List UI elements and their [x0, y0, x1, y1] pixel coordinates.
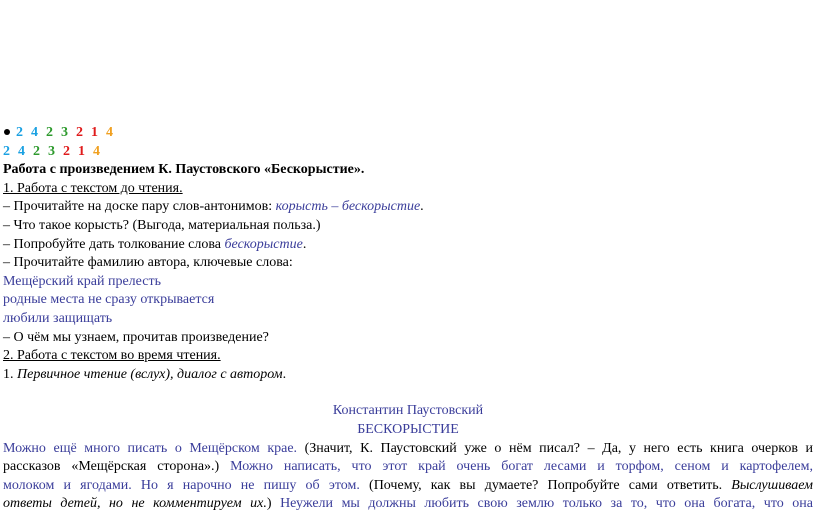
- section-title-1: 1. Работа с текстом до чтения.: [3, 180, 183, 196]
- digit: 2: [46, 125, 53, 140]
- text-line: – О чём мы узнаем, прочитав произведение?: [3, 329, 269, 345]
- comment: (Почему, как вы думаете? Попробуйте сами ответить.: [359, 477, 732, 493]
- story-author: Константин Паустовский: [332, 403, 484, 419]
- text-line: [3, 236, 813, 255]
- text-line: – Что такое корысть? (Выгода, материальная польза.): [3, 217, 321, 233]
- digit: 1: [78, 143, 85, 159]
- heading: Работа с произведением К. Паустовского «Бескорыстие».: [3, 162, 365, 178]
- digit: 4: [106, 125, 113, 140]
- text-line: [3, 198, 813, 217]
- keyword-line: любили защищать: [3, 310, 113, 326]
- digit: 2: [76, 125, 83, 140]
- story-title: БЕСКОРЫСТИЕ: [357, 421, 459, 437]
- keyword-line: Мещёрский край прелесть: [3, 273, 161, 289]
- digit: 3: [61, 125, 68, 140]
- text: – Попробуйте дать толкование слова: [3, 236, 225, 252]
- digit: 3: [48, 143, 55, 159]
- text: .: [420, 199, 424, 215]
- digit: 1: [91, 125, 98, 140]
- story-text: Можно ещё много писать о Мещёрском крае.: [3, 440, 298, 456]
- term: бескорыстие: [224, 236, 303, 252]
- digit: 4: [31, 125, 38, 140]
- text: – Прочитайте на доске пару слов-антонимов:: [3, 199, 276, 215]
- digit: 2: [63, 143, 70, 159]
- instruction: ответы детей, но не комментируем их.: [3, 496, 267, 512]
- text: 1.: [3, 366, 17, 382]
- story-text: молоком и ягодами. Но я нарочно не пишу об этом.: [3, 477, 360, 493]
- story-line: [3, 477, 813, 496]
- digit: 2: [3, 143, 10, 159]
- digit-row-1: [3, 124, 813, 143]
- story-line: [3, 440, 813, 459]
- instruction: Первичное чтение (вслух), диалог с автором: [17, 366, 283, 382]
- story-line: [3, 458, 813, 477]
- story-text: Неужели мы должны любить свою землю только за то, что она богата, что она: [280, 496, 813, 512]
- keyword-line: родные места не сразу открывается: [3, 292, 215, 308]
- story-line: [3, 495, 813, 514]
- text: .: [282, 366, 287, 382]
- instruction: Выслушиваем: [731, 477, 813, 493]
- text-line: – Прочитайте фамилию автора, ключевые слова:: [3, 255, 293, 271]
- digit: 4: [18, 143, 25, 159]
- text-line: [3, 366, 813, 385]
- comment: рассказов «Мещёрская сторона».): [3, 459, 231, 475]
- digit: 2: [16, 125, 23, 140]
- spacer: [3, 384, 813, 402]
- text: .: [302, 236, 307, 252]
- bullet-icon: [4, 129, 10, 135]
- digit: 2: [33, 143, 40, 159]
- digit: 4: [93, 143, 100, 159]
- section-title-2: 2. Работа с текстом во время чтения.: [3, 348, 221, 364]
- document-body: [3, 124, 813, 514]
- comment: (Значит, К. Паустовский уже о нём писал? – Да, у него есть книга очерков и: [297, 440, 813, 456]
- story-text: Можно написать, что этот край очень богат лесами и торфом, сеном и картофелем,: [230, 459, 813, 475]
- comment: ): [266, 496, 281, 512]
- digit-row-2: [3, 143, 813, 162]
- antonyms: корысть – бескорыстие: [275, 199, 421, 215]
